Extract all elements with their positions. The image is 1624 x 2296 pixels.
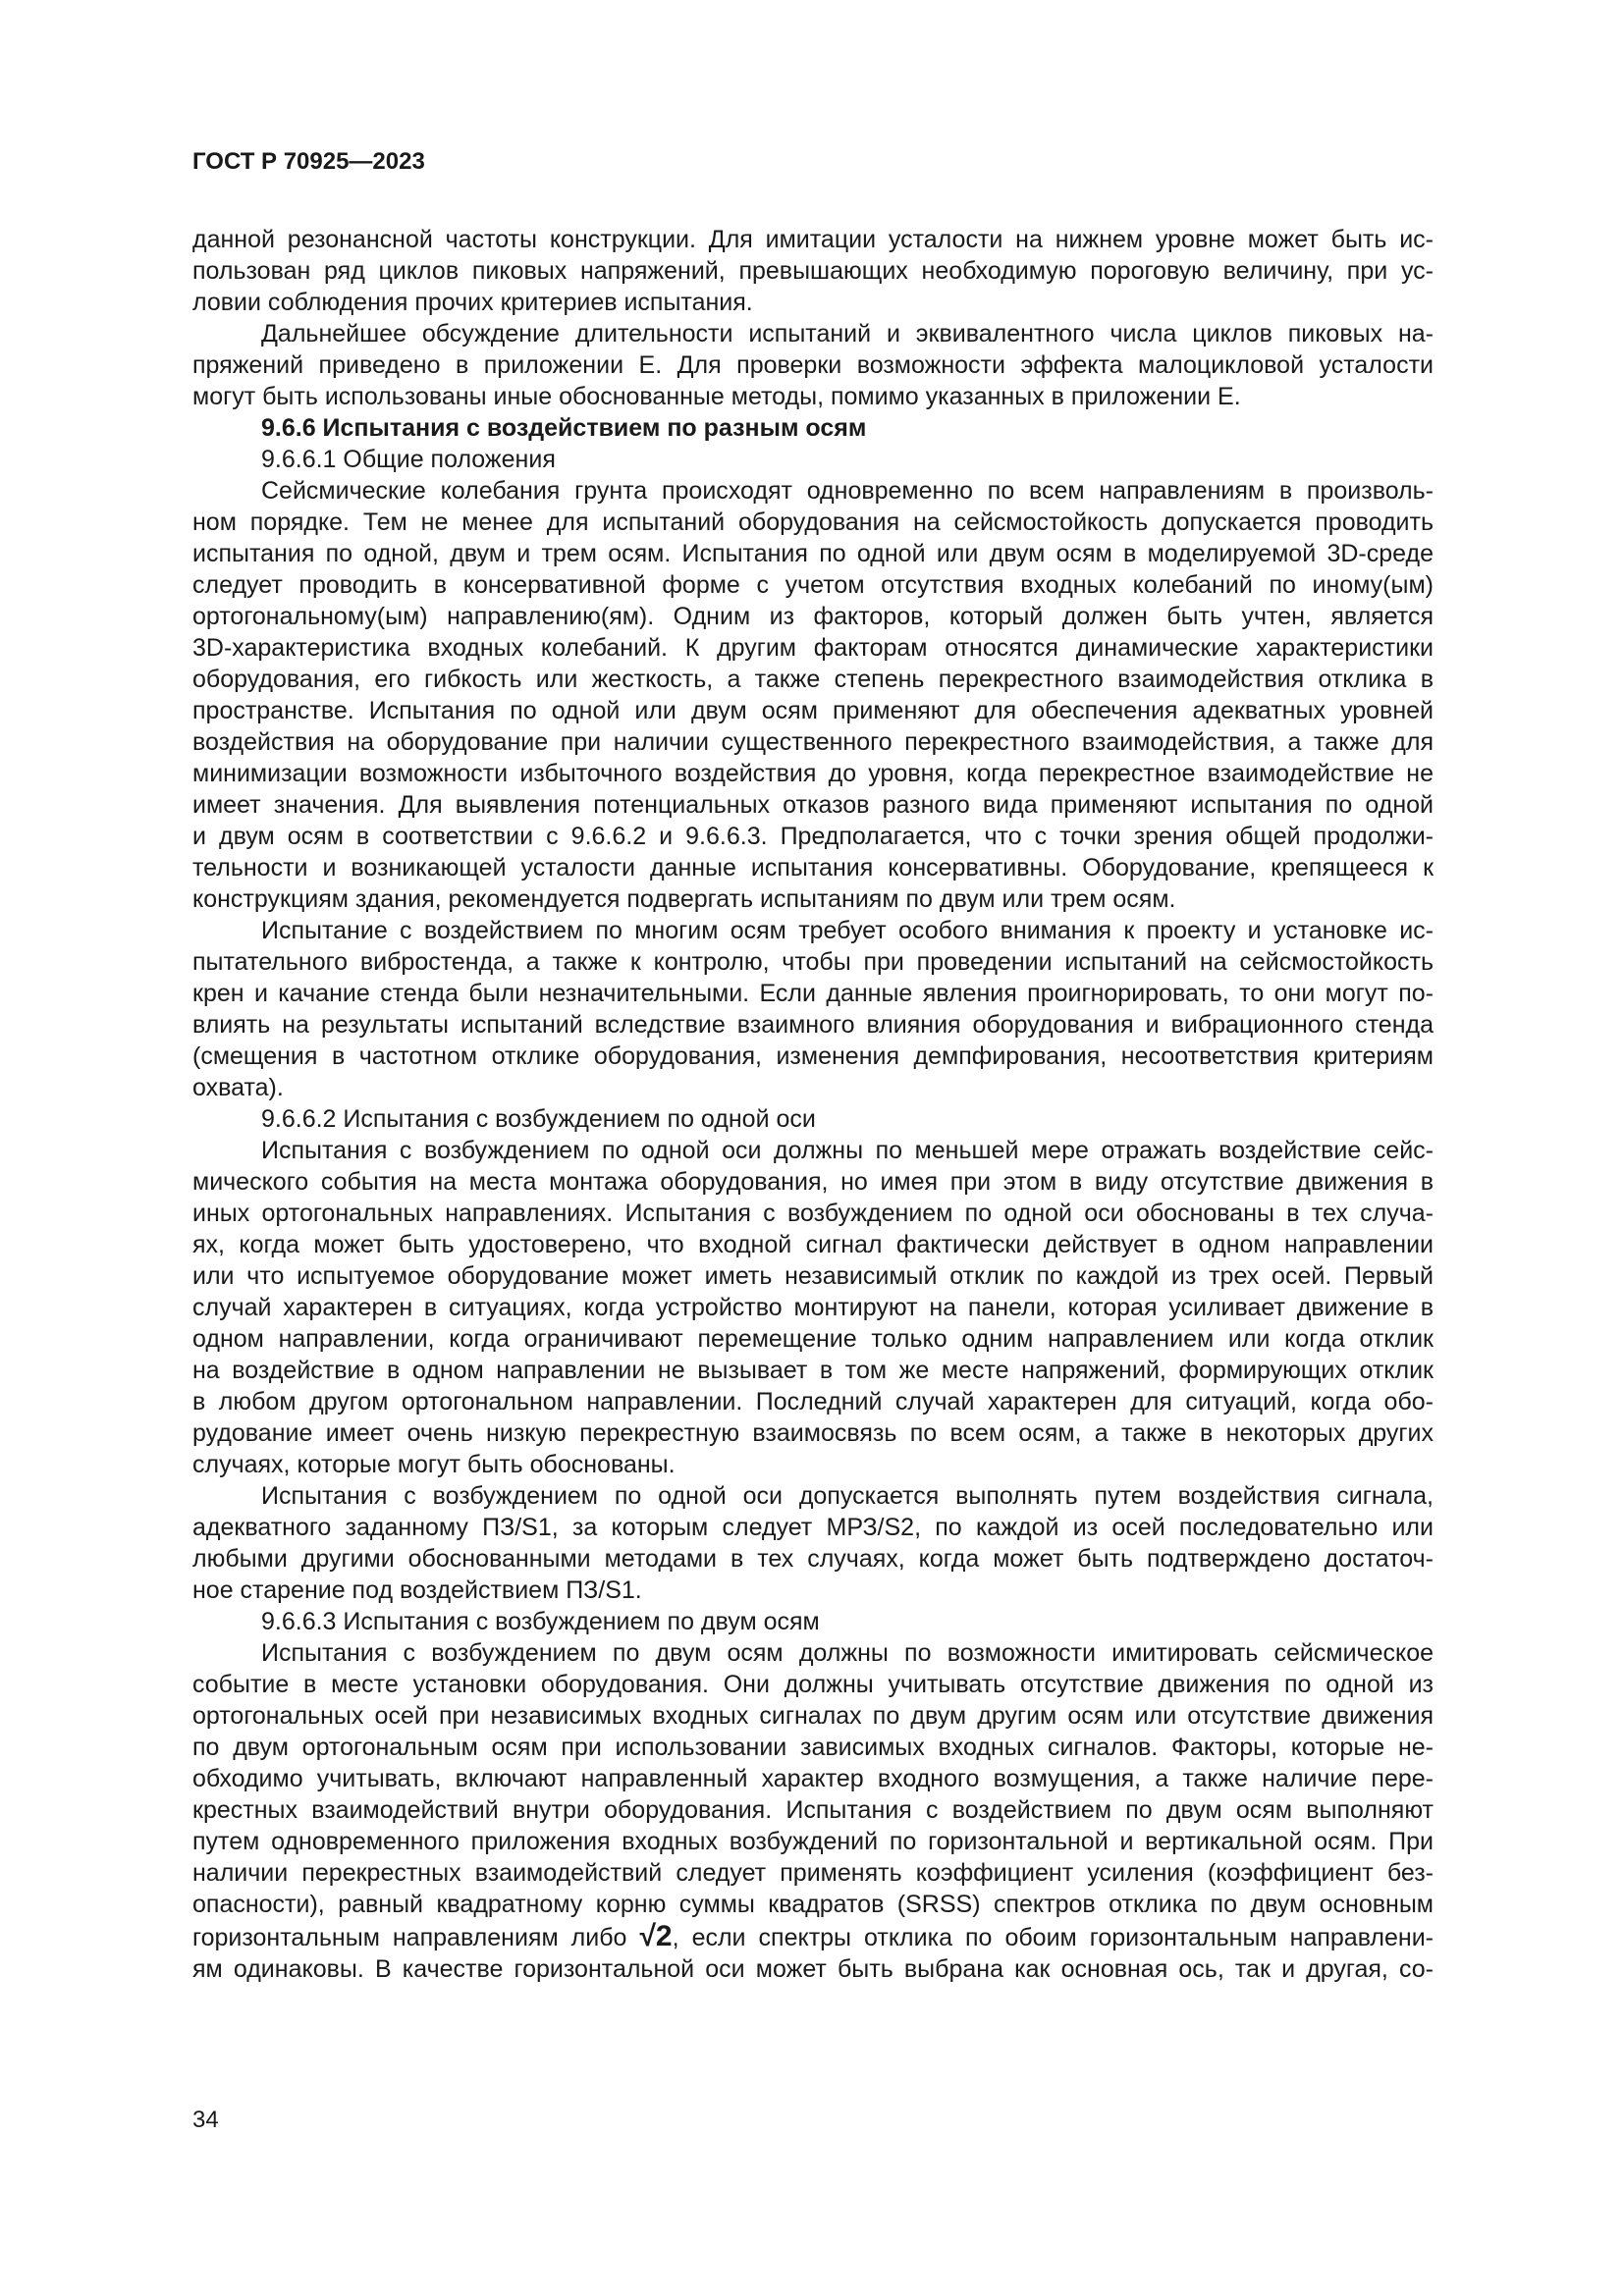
text-line: тельности и возникающей усталости данные испытания консервативны. Оборудование, крепящееся к bbox=[192, 854, 1434, 881]
text-line: одном направлении, когда ограничивают перемещение только одним направлением или когда отклик bbox=[192, 1325, 1434, 1353]
subsection-heading-9-6-6-2: 9.6.6.2 Испытания с возбуждением по одной оси bbox=[261, 1105, 816, 1133]
text-line: влиять на результаты испытаний вследствие взаимного влияния оборудования и вибрационного стенда bbox=[192, 1011, 1434, 1039]
text-line: ортогональному(ым) направлению(ям). Одним из факторов, который должен быть учтен, является bbox=[192, 603, 1434, 630]
text-line: пряжений приведено в приложении Е. Для проверки возможности эффекта малоцикловой усталости bbox=[192, 351, 1434, 379]
text-line: Испытания с возбуждением по одной оси допускается выполнять путем воздействия сигнала, bbox=[261, 1482, 1434, 1510]
text-line: обходимо учитывать, включают направленный характер входного возмущения, а также наличие пере- bbox=[192, 1765, 1434, 1792]
text-segment: , если спектры отклика по обоим горизонтальным направлени- bbox=[672, 1924, 1434, 1951]
text-line: Дальнейшее обсуждение длительности испытаний и эквивалентного числа циклов пиковых на- bbox=[261, 320, 1434, 347]
text-line: Испытание с воздействием по многим осям требует особого внимания к проекту и установке ис- bbox=[261, 917, 1434, 944]
text-line: 3D-характеристика входных колебаний. К другим факторам относятся динамические характеристики bbox=[192, 634, 1434, 662]
text-line: на воздействие в одном направлении не вызывает в том же месте напряжений, формирующих отклик bbox=[192, 1357, 1434, 1384]
text-line: по двум ортогональным осям при использовании зависимых входных сигналов. Факторы, которые не- bbox=[192, 1734, 1434, 1761]
text-line-with-sqrt bbox=[192, 1921, 1434, 1952]
text-line: ное старение под воздействием ПЗ/S1. bbox=[192, 1576, 642, 1604]
text-line: любыми другими обоснованными методами в тех случаях, когда может быть подтверждено достаточ- bbox=[192, 1545, 1434, 1573]
text-line: или что испытуемое оборудование может иметь независимый отклик по каждой из трех осей. Первый bbox=[192, 1262, 1434, 1290]
text-line: могут быть использованы иные обоснованные методы, помимо указанных в приложении Е. bbox=[192, 383, 1241, 410]
text-line: конструкциям здания, рекомендуется подвергать испытаниям по двум или трем осям. bbox=[192, 885, 1176, 913]
square-root-symbol: √2 bbox=[639, 1920, 673, 1952]
text-line: (смещения в частотном отклике оборудования, изменения демпфирования, несоответствия критериям bbox=[192, 1042, 1434, 1070]
text-line: и двум осям в соответствии с 9.6.6.2 и 9.6.6.3. Предполагается, что с точки зрения общей продолжи- bbox=[192, 823, 1434, 850]
text-line: Сейсмические колебания грунта происходят одновременно по всем направлениям в произволь- bbox=[261, 477, 1434, 505]
text-line: в любом другом ортогональном направлении. Последний случай характерен для ситуаций, когда обо- bbox=[192, 1388, 1434, 1415]
text-line: данной резонансной частоты конструкции. Для имитации усталости на нижнем уровне может быть ис- bbox=[192, 226, 1434, 253]
text-line: пытательного вибростенда, а также к контролю, чтобы при проведении испытаний на сейсмостойкость bbox=[192, 948, 1434, 976]
text-line: ловии соблюдения прочих критериев испытания. bbox=[192, 289, 753, 316]
document-code-header: ГОСТ Р 70925—2023 bbox=[192, 148, 425, 175]
text-line: мического события на места монтажа оборудования, но имея при этом в виду отсутствие движения в bbox=[192, 1168, 1434, 1196]
section-heading-9-6-6: 9.6.6 Испытания с воздействием по разным осям bbox=[261, 414, 867, 442]
text-line: иных ортогональных направлениях. Испытания с возбуждением по одной оси обоснованы в тех случа- bbox=[192, 1200, 1434, 1227]
text-line: испытания по одной, двум и трем осям. Испытания по одной или двум осям в моделируемой 3D-среде bbox=[192, 540, 1434, 567]
text-line: охвата). bbox=[192, 1074, 284, 1101]
text-line: крен и качание стенда были незначительными. Если данные явления проигнорировать, то они могут по- bbox=[192, 980, 1434, 1007]
text-line: опасности), равный квадратному корню суммы квадратов (SRSS) спектров отклика по двум основным bbox=[192, 1891, 1434, 1918]
text-line: ям одинаковы. В качестве горизонтальной оси может быть выбрана как основная ось, так и другая, со- bbox=[192, 1955, 1434, 1983]
text-line: наличии перекрестных взаимодействий следует применять коэффициент усиления (коэффициент без- bbox=[192, 1859, 1434, 1887]
text-line: имеет значения. Для выявления потенциальных отказов разного вида применяют испытания по одной bbox=[192, 791, 1434, 819]
text-line: случаях, которые могут быть обоснованы. bbox=[192, 1451, 676, 1478]
text-line: оборудования, его гибкость или жесткость, а также степень перекрестного взаимодействия отклика в bbox=[192, 666, 1434, 693]
text-line: адекватного заданному ПЗ/S1, за которым следует МРЗ/S2, по каждой из осей последовательно или bbox=[192, 1514, 1434, 1541]
text-segment: горизонтальным направлениям либо bbox=[192, 1924, 640, 1951]
subsection-heading-9-6-6-1: 9.6.6.1 Общие положения bbox=[261, 446, 556, 473]
text-line: ном порядке. Тем не менее для испытаний оборудования на сейсмостойкость допускается проводить bbox=[192, 508, 1434, 536]
text-line: случай характерен в ситуациях, когда устройство монтируют на панели, которая усиливает движение в bbox=[192, 1294, 1434, 1321]
text-line: ортогональных осей при независимых входных сигналах по двум другим осям или отсутствие движения bbox=[192, 1702, 1434, 1730]
text-line: Испытания с возбуждением по одной оси должны по меньшей мере отражать воздействие сейс- bbox=[261, 1137, 1434, 1164]
text-line: пользован ряд циклов пиковых напряжений, превышающих необходимую пороговую величину, при ус- bbox=[192, 257, 1434, 285]
text-line: следует проводить в консервативной форме с учетом отсутствия входных колебаний по иному(ым) bbox=[192, 571, 1434, 599]
text-line: воздействия на оборудование при наличии существенного перекрестного взаимодействия, а также для bbox=[192, 728, 1434, 756]
text-line: рудование имеет очень низкую перекрестную взаимосвязь по всем осям, а также в некоторых других bbox=[192, 1419, 1434, 1447]
text-line: ях, когда может быть удостоверено, что входной сигнал фактически действует в одном направлении bbox=[192, 1231, 1434, 1258]
text-line: крестных взаимодействий внутри оборудования. Испытания с воздействием по двум осям выполняют bbox=[192, 1796, 1434, 1824]
text-line: Испытания с возбуждением по двум осям должны по возможности имитировать сейсмическое bbox=[261, 1639, 1434, 1667]
subsection-heading-9-6-6-3: 9.6.6.3 Испытания с возбуждением по двум осям bbox=[261, 1608, 820, 1635]
page-number: 34 bbox=[192, 2107, 219, 2133]
text-line: минимизации возможности избыточного воздействия до уровня, когда перекрестное взаимодействие не bbox=[192, 760, 1434, 787]
text-line: путем одновременного приложения входных возбуждений по горизонтальной и вертикальной осям. При bbox=[192, 1828, 1434, 1855]
text-line: пространстве. Испытания по одной или двум осям применяют для обеспечения адекватных уровней bbox=[192, 697, 1434, 724]
text-line: событие в месте установки оборудования. Они должны учитывать отсутствие движения по одной из bbox=[192, 1671, 1434, 1698]
